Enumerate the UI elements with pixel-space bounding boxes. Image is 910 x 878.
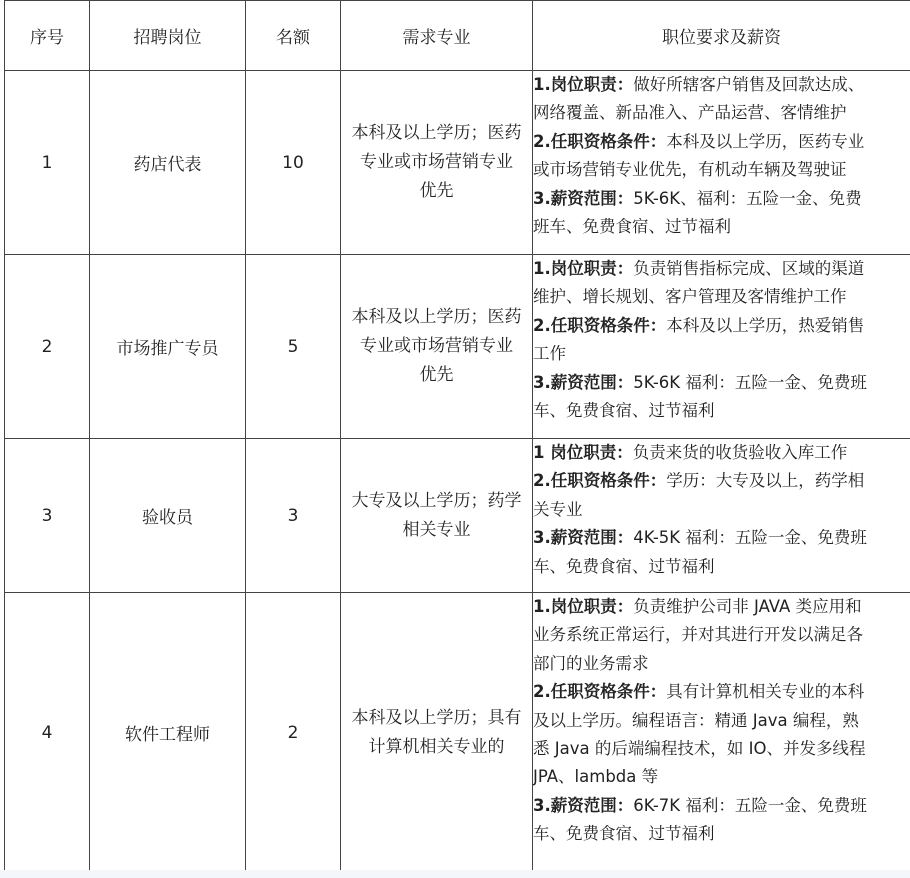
requirement-line — [533, 524, 910, 552]
row-major — [341, 71, 533, 255]
requirement-label: 3.薪资范围： — [533, 528, 634, 548]
requirement-line — [533, 71, 910, 99]
requirement-text: 负责来货的收货验收入库工作 — [632, 443, 848, 462]
requirement-text: 班车、免费食宿、过节福利 — [533, 217, 731, 237]
requirement-label: 2.任职资格条件： — [533, 682, 667, 702]
requirement-text: 维护、增长规划、客户管理及客情维护工作 — [533, 287, 847, 307]
requirement-line — [533, 213, 910, 241]
requirement-line — [533, 763, 910, 791]
requirement-line — [533, 312, 910, 340]
requirement-text: 做好所辖客户销售及回款达成、 — [633, 75, 865, 94]
row-requirements — [533, 255, 910, 439]
major-line: 计算机相关专业的 — [368, 736, 505, 757]
row-count: 10 — [246, 71, 341, 255]
table-row — [5, 439, 910, 593]
table-row — [5, 71, 910, 255]
major-line: 本科及以上学历；医药 — [351, 123, 522, 143]
requirement-text: 5K-6K 福利：五险一金、免费班 — [633, 372, 867, 392]
requirement-label: 3.薪资范围： — [533, 188, 634, 208]
requirement-line — [533, 369, 910, 397]
major-line: 优先 — [419, 181, 454, 201]
requirement-line — [533, 185, 910, 213]
header-index: 序号 — [5, 1, 90, 71]
row-position: 软件工程师 — [90, 593, 246, 873]
row-requirements — [533, 439, 910, 593]
row-position: 药店代表 — [90, 71, 246, 255]
requirement-line — [533, 439, 910, 467]
bottom-strip — [0, 870, 910, 878]
requirement-label: 2.任职资格条件： — [533, 315, 667, 335]
requirement-label: 1 岗位职责： — [533, 443, 633, 462]
table-row — [5, 255, 910, 439]
row-count: 2 — [246, 593, 341, 873]
requirement-label: 1.岗位职责： — [533, 597, 634, 616]
major-line: 本科及以上学历；具有 — [351, 707, 522, 728]
requirement-line — [533, 553, 910, 581]
requirement-text: 本科及以上学历，医药专业 — [666, 131, 865, 151]
requirement-line — [533, 678, 910, 706]
requirement-line — [533, 128, 910, 156]
requirement-line — [533, 650, 910, 678]
requirement-text: 或市场营销专业优先，有机动车辆及驾驶证 — [533, 160, 847, 180]
requirement-text: 车、免费食宿、过节福利 — [533, 556, 715, 576]
header-position: 招聘岗位 — [90, 1, 246, 71]
row-major — [341, 255, 533, 439]
requirement-label: 2.任职资格条件： — [533, 471, 667, 491]
requirement-text: 悉 Java 的后端编程技术，如 IO、并发多线程 — [533, 739, 866, 759]
requirement-text: 车、免费食宿、过节福利 — [533, 824, 715, 844]
row-major — [341, 593, 533, 873]
requirement-line — [533, 735, 910, 763]
major-line: 优先 — [419, 365, 454, 385]
requirement-line — [533, 593, 910, 621]
requirement-line — [533, 397, 910, 425]
requirement-text: 车、免费食宿、过节福利 — [533, 401, 715, 421]
row-count: 5 — [246, 255, 341, 439]
row-index: 2 — [5, 255, 90, 439]
requirement-line — [533, 820, 910, 848]
requirement-line — [533, 255, 910, 283]
row-position: 市场推广专员 — [90, 255, 246, 439]
requirement-label: 2.任职资格条件： — [533, 131, 667, 151]
requirement-text: 业务系统正常运行，并对其进行开发以满足各 — [533, 625, 863, 645]
requirement-line — [533, 340, 910, 368]
requirement-label: 1.岗位职责： — [533, 75, 634, 94]
major-line: 相关专业 — [402, 519, 471, 540]
recruitment-table — [4, 0, 910, 873]
requirement-line — [533, 792, 910, 820]
requirement-text: 具有计算机相关专业的本科 — [666, 682, 865, 702]
requirement-text: 4K-5K 福利：五险一金、免费班 — [633, 528, 867, 548]
requirement-line — [533, 707, 910, 735]
requirement-label: 3.薪资范围： — [533, 372, 634, 392]
table-row — [5, 593, 910, 873]
requirement-text: 及以上学历。编程语言：精通 Java 编程，熟 — [533, 710, 859, 730]
requirement-text: 负责销售指标完成、区域的渠道 — [633, 259, 865, 278]
requirement-text: 6K-7K 福利：五险一金、免费班 — [633, 795, 867, 815]
requirement-line — [533, 496, 910, 524]
header-count: 名额 — [246, 1, 341, 71]
requirement-text: 网络覆盖、新品准入、产品运营、客情维护 — [533, 103, 847, 123]
major-line: 大专及以上学历；药学 — [351, 490, 522, 511]
row-index: 4 — [5, 593, 90, 873]
row-index: 1 — [5, 71, 90, 255]
row-count: 3 — [246, 439, 341, 593]
header-requirements: 职位要求及薪资 — [533, 1, 910, 71]
header-row — [5, 1, 910, 71]
requirement-line — [533, 156, 910, 184]
row-major — [341, 439, 533, 593]
requirement-line — [533, 283, 910, 311]
requirement-text: 5K-6K、福利：五险一金、免费 — [633, 188, 862, 208]
requirement-text: 关专业 — [533, 499, 583, 519]
requirement-line — [533, 467, 910, 495]
row-requirements — [533, 593, 910, 873]
requirement-text: 负责维护公司非 JAVA 类应用和 — [633, 597, 862, 616]
major-line: 本科及以上学历；医药 — [351, 307, 522, 327]
major-line: 专业或市场营销专业 — [360, 336, 513, 356]
requirement-text: 部门的业务需求 — [533, 653, 649, 673]
requirement-text: 工作 — [533, 344, 566, 364]
requirement-label: 3.薪资范围： — [533, 795, 634, 815]
header-major: 需求专业 — [341, 1, 533, 71]
row-requirements — [533, 71, 910, 255]
requirement-text: 学历：大专及以上，药学相 — [666, 471, 865, 491]
requirement-label: 1.岗位职责： — [533, 259, 634, 278]
row-position: 验收员 — [90, 439, 246, 593]
row-index: 3 — [5, 439, 90, 593]
requirement-text: 本科及以上学历，热爱销售 — [666, 315, 865, 335]
major-line: 专业或市场营销专业 — [360, 152, 513, 172]
requirement-line — [533, 99, 910, 127]
requirement-line — [533, 621, 910, 649]
requirement-text: JPA、lambda 等 — [533, 767, 659, 787]
